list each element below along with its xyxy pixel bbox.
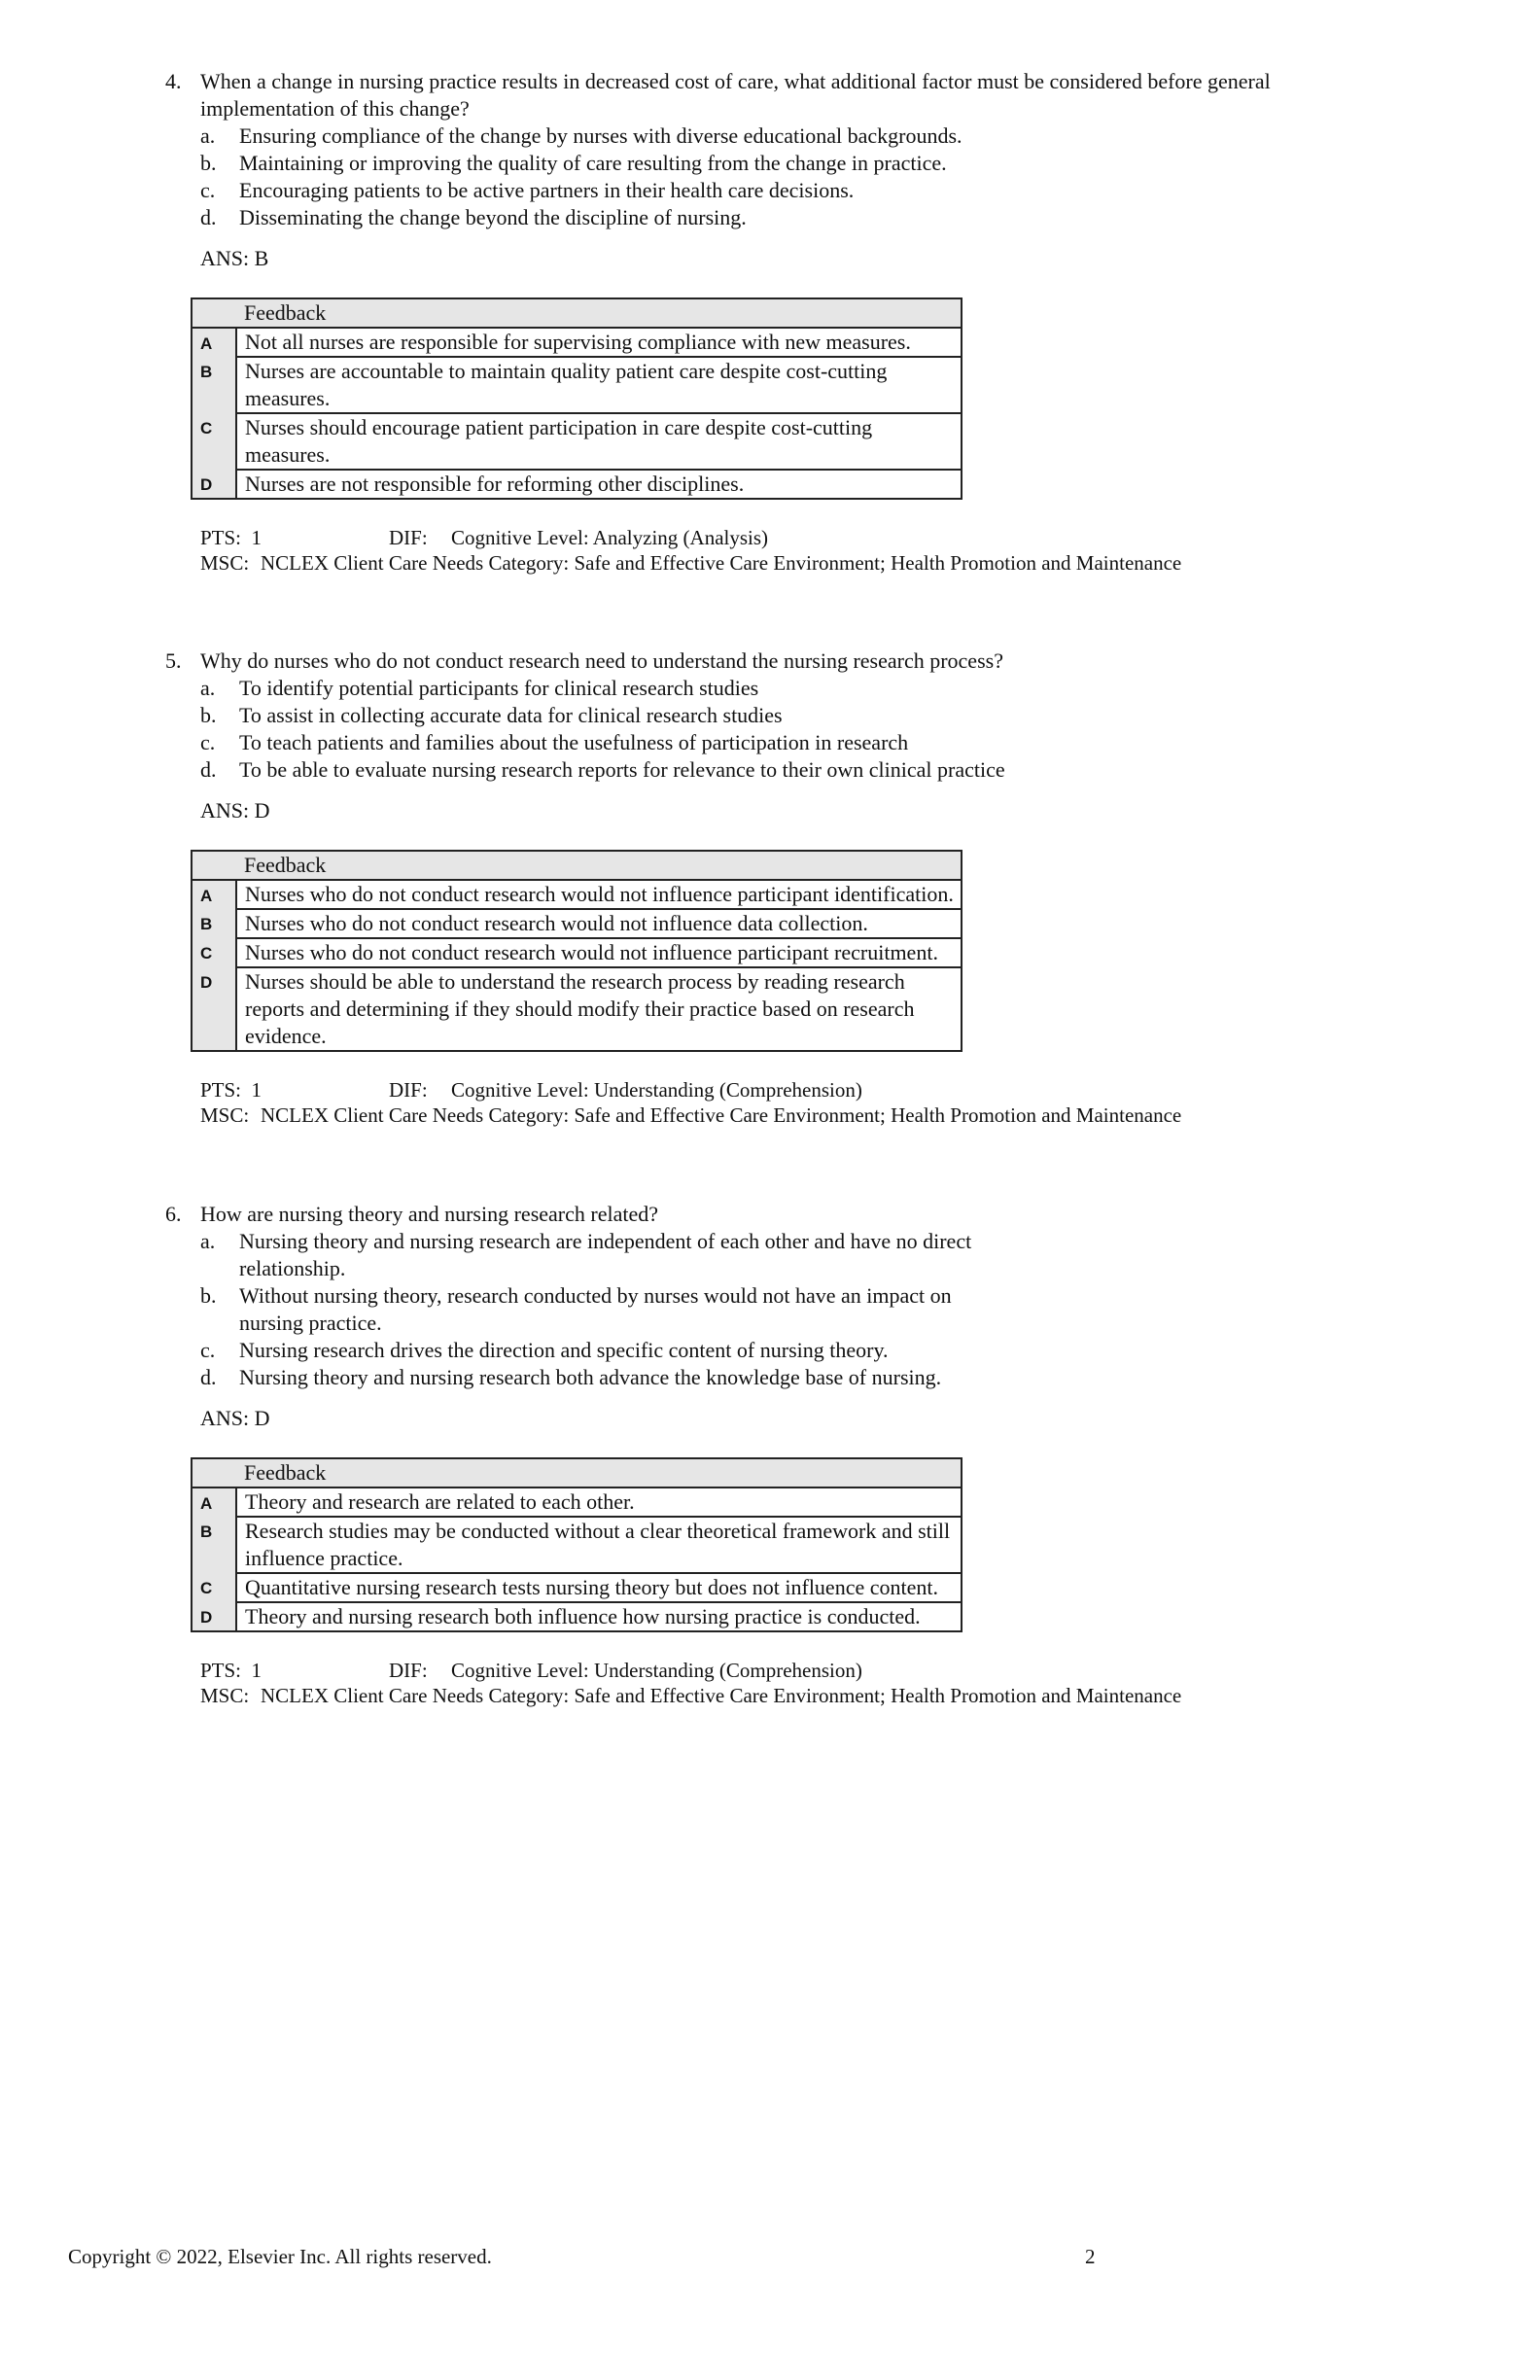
- dif-value: Cognitive Level: Understanding (Comprehension): [451, 1659, 862, 1682]
- option-text: Without nursing theory, research conducted by nurses would not have an impact on nursing practice.: [239, 1283, 952, 1335]
- question-stem: [165, 1201, 1390, 1228]
- feedback-header: Feedback: [236, 298, 962, 328]
- option-letter: c.: [200, 730, 216, 754]
- option-letter: d.: [200, 757, 217, 782]
- feedback-row-d: [192, 967, 962, 1051]
- msc-label: MSC:: [200, 1684, 250, 1707]
- answer-key: ANS: D: [200, 798, 270, 822]
- question-number: 4.: [165, 69, 182, 93]
- feedback-letter: B: [192, 357, 236, 413]
- question-stem: [165, 648, 1390, 675]
- feedback-table: [191, 1457, 962, 1632]
- option-text: Encouraging patients to be active partners in their health care decisions.: [239, 178, 855, 202]
- page-number: 2: [1085, 2245, 1096, 2268]
- option-d: [200, 756, 1017, 784]
- question-text: Why do nurses who do not conduct research need to understand the nursing research process?: [200, 648, 1003, 673]
- pts: [200, 1077, 389, 1102]
- answer-key: ANS: D: [200, 1406, 270, 1430]
- option-c: [200, 729, 1017, 756]
- pts-dif-row: [200, 525, 1390, 550]
- option-text: To identify potential participants for clinical research studies: [239, 676, 759, 700]
- msc-row: [200, 550, 1390, 576]
- dif-label: DIF:: [389, 1078, 428, 1102]
- option-text: To be able to evaluate nursing research reports for relevance to their own clinical practice: [239, 757, 1005, 782]
- feedback-letter: A: [192, 1488, 236, 1517]
- option-letter: d.: [200, 205, 217, 229]
- question-number: 6.: [165, 1202, 182, 1226]
- feedback-text: Theory and research are related to each other.: [236, 1488, 962, 1517]
- feedback-text: Theory and nursing research both influence how nursing practice is conducted.: [236, 1602, 962, 1631]
- option-b: [200, 150, 1017, 177]
- feedback-header: Feedback: [236, 851, 962, 880]
- feedback-header-row: [192, 298, 962, 328]
- feedback-row-c: [192, 413, 962, 470]
- pts-value: 1: [251, 1659, 262, 1682]
- question-5: [165, 648, 1390, 1128]
- option-c: [200, 177, 1017, 204]
- feedback-table: [191, 298, 962, 500]
- feedback-text: Nurses who do not conduct research would not influence data collection.: [236, 909, 962, 938]
- option-letter: a.: [200, 123, 216, 148]
- question-stem: [165, 68, 1390, 122]
- option-d: [200, 1364, 1017, 1391]
- option-letter: b.: [200, 703, 217, 727]
- option-a: [200, 122, 1017, 150]
- feedback-header-blank: [192, 298, 236, 328]
- option-letter: c.: [200, 1338, 216, 1362]
- feedback-text: Nurses who do not conduct research would not influence participant identification.: [236, 880, 962, 909]
- option-letter: c.: [200, 178, 216, 202]
- pts: [200, 1658, 389, 1683]
- msc-row: [200, 1683, 1390, 1708]
- dif-value: Cognitive Level: Understanding (Comprehension): [451, 1078, 862, 1102]
- feedback-text: Nurses are not responsible for reforming other disciplines.: [236, 470, 962, 499]
- option-text: Nursing research drives the direction and specific content of nursing theory.: [239, 1338, 889, 1362]
- question-4: [165, 68, 1390, 576]
- feedback-header-blank: [192, 851, 236, 880]
- feedback-letter: C: [192, 1573, 236, 1602]
- feedback-row-c: [192, 1573, 962, 1602]
- msc-value: NCLEX Client Care Needs Category: Safe and Effective Care Environment; Health Promotion and Maintenance: [261, 1103, 1182, 1127]
- answer-key: ANS: B: [200, 246, 269, 270]
- feedback-row-c: [192, 938, 962, 967]
- feedback-letter: B: [192, 1517, 236, 1573]
- answer-options: [165, 122, 1017, 231]
- option-letter: a.: [200, 676, 216, 700]
- feedback-letter: A: [192, 880, 236, 909]
- feedback-header-row: [192, 1458, 962, 1488]
- question-metadata: [165, 1077, 1390, 1128]
- answer-options: [165, 1228, 1017, 1391]
- feedback-row-b: [192, 909, 962, 938]
- question-6: [165, 1201, 1390, 1708]
- answer-options: [165, 675, 1017, 784]
- feedback-letter: D: [192, 470, 236, 499]
- dif-value: Cognitive Level: Analyzing (Analysis): [451, 526, 769, 549]
- feedback-row-b: [192, 1517, 962, 1573]
- feedback-text: Nurses should be able to understand the research process by reading research reports and determining if they should modify their practice based on research evidence.: [236, 967, 962, 1051]
- feedback-text: Nurses should encourage patient participation in care despite cost-cutting measures.: [236, 413, 962, 470]
- feedback-letter: B: [192, 909, 236, 938]
- pts-label: PTS:: [200, 1659, 242, 1682]
- option-b: [200, 1282, 1017, 1337]
- feedback-table: [191, 850, 962, 1052]
- dif-label: DIF:: [389, 1659, 428, 1682]
- feedback-row-d: [192, 470, 962, 499]
- question-number: 5.: [165, 648, 182, 673]
- question-metadata: [165, 1658, 1390, 1708]
- page-footer: [68, 2243, 1138, 2270]
- feedback-text: Not all nurses are responsible for supervising compliance with new measures.: [236, 328, 962, 357]
- option-letter: d.: [200, 1365, 217, 1389]
- feedback-row-a: [192, 328, 962, 357]
- option-d: [200, 204, 1017, 231]
- feedback-letter: C: [192, 413, 236, 470]
- feedback-letter: A: [192, 328, 236, 357]
- msc-value: NCLEX Client Care Needs Category: Safe and Effective Care Environment; Health Promotion and Maintenance: [261, 551, 1182, 575]
- question-text: How are nursing theory and nursing research related?: [200, 1202, 658, 1226]
- feedback-letter: C: [192, 938, 236, 967]
- msc-value: NCLEX Client Care Needs Category: Safe and Effective Care Environment; Health Promotion and Maintenance: [261, 1684, 1182, 1707]
- option-b: [200, 702, 1017, 729]
- feedback-row-b: [192, 357, 962, 413]
- pts-value: 1: [251, 1078, 262, 1102]
- feedback-letter: D: [192, 1602, 236, 1631]
- feedback-text: Nurses who do not conduct research would not influence participant recruitment.: [236, 938, 962, 967]
- feedback-row-d: [192, 1602, 962, 1631]
- msc-row: [200, 1102, 1390, 1128]
- feedback-header: Feedback: [236, 1458, 962, 1488]
- feedback-text: Research studies may be conducted without a clear theoretical framework and still influence practice.: [236, 1517, 962, 1573]
- dif-label: DIF:: [389, 526, 428, 549]
- option-text: Disseminating the change beyond the discipline of nursing.: [239, 205, 747, 229]
- option-text: Ensuring compliance of the change by nurses with diverse educational backgrounds.: [239, 123, 962, 148]
- question-metadata: [165, 525, 1390, 576]
- feedback-letter: D: [192, 967, 236, 1051]
- feedback-row-a: [192, 1488, 962, 1517]
- msc-label: MSC:: [200, 1103, 250, 1127]
- option-text: Nursing theory and nursing research are independent of each other and have no direct relationship.: [239, 1229, 972, 1280]
- pts-dif-row: [200, 1658, 1390, 1683]
- feedback-row-a: [192, 880, 962, 909]
- option-letter: b.: [200, 1283, 217, 1308]
- option-c: [200, 1337, 1017, 1364]
- pts-label: PTS:: [200, 526, 242, 549]
- question-text: When a change in nursing practice results in decreased cost of care, what additional factor must be considered before general implementation of this change?: [200, 69, 1271, 121]
- pts: [200, 525, 389, 550]
- pts-value: 1: [251, 526, 262, 549]
- option-text: To teach patients and families about the usefulness of participation in research: [239, 730, 909, 754]
- option-text: To assist in collecting accurate data for clinical research studies: [239, 703, 783, 727]
- feedback-header-blank: [192, 1458, 236, 1488]
- option-text: Nursing theory and nursing research both advance the knowledge base of nursing.: [239, 1365, 942, 1389]
- option-a: [200, 1228, 1017, 1282]
- feedback-text: Quantitative nursing research tests nursing theory but does not influence content.: [236, 1573, 962, 1602]
- option-letter: b.: [200, 151, 217, 175]
- feedback-header-row: [192, 851, 962, 880]
- msc-label: MSC:: [200, 551, 250, 575]
- feedback-text: Nurses are accountable to maintain quality patient care despite cost-cutting measures.: [236, 357, 962, 413]
- copyright-notice: Copyright © 2022, Elsevier Inc. All rights reserved.: [68, 2245, 492, 2268]
- option-a: [200, 675, 1017, 702]
- option-text: Maintaining or improving the quality of care resulting from the change in practice.: [239, 151, 947, 175]
- pts-label: PTS:: [200, 1078, 242, 1102]
- option-letter: a.: [200, 1229, 216, 1253]
- pts-dif-row: [200, 1077, 1390, 1102]
